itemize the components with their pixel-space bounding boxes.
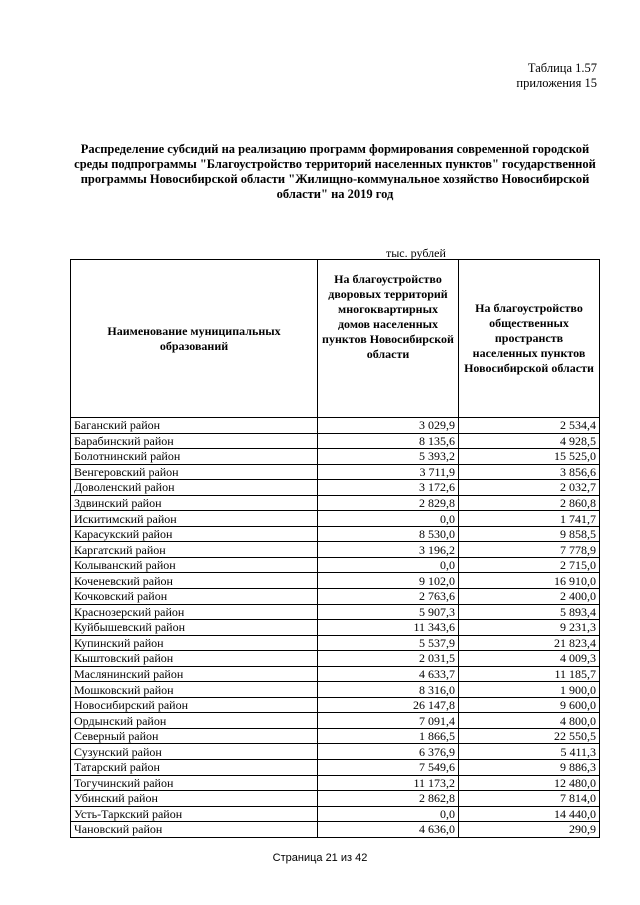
cell-municipality: Венгеровский район: [71, 464, 318, 480]
cell-yard-territories: 2 031,5: [318, 651, 459, 667]
cell-municipality: Искитимский район: [71, 511, 318, 527]
table-row: [71, 557, 600, 573]
cell-public-spaces: 9 858,5: [459, 526, 600, 542]
table-row: [71, 604, 600, 620]
cell-municipality: Куйбышевский район: [71, 620, 318, 636]
cell-public-spaces: 7 814,0: [459, 791, 600, 807]
cell-yard-territories: 0,0: [318, 557, 459, 573]
cell-yard-territories: 11 343,6: [318, 620, 459, 636]
cell-public-spaces: 2 400,0: [459, 589, 600, 605]
cell-yard-territories: 9 102,0: [318, 573, 459, 589]
cell-public-spaces: 4 009,3: [459, 651, 600, 667]
column-header-yard-territories: На благоустройство дворовых территорий многоквартирных домов населенных пунктов Новосибирской области: [318, 260, 459, 418]
column-header-municipality: Наименование муниципальных образований: [71, 260, 318, 418]
table-row: [71, 526, 600, 542]
cell-yard-territories: 1 866,5: [318, 728, 459, 744]
cell-public-spaces: 1 741,7: [459, 511, 600, 527]
cell-public-spaces: 12 480,0: [459, 775, 600, 791]
cell-public-spaces: 5 893,4: [459, 604, 600, 620]
table-row: [71, 682, 600, 698]
cell-public-spaces: 290,9: [459, 822, 600, 838]
cell-municipality: Карасукский район: [71, 526, 318, 542]
table-row: [71, 620, 600, 636]
table-row: [71, 697, 600, 713]
cell-yard-territories: 5 537,9: [318, 635, 459, 651]
cell-public-spaces: 2 860,8: [459, 495, 600, 511]
cell-public-spaces: 22 550,5: [459, 728, 600, 744]
table-row: [71, 760, 600, 776]
cell-public-spaces: 21 823,4: [459, 635, 600, 651]
table-row: [71, 511, 600, 527]
table-row: [71, 433, 600, 449]
table-row: [71, 589, 600, 605]
cell-municipality: Татарский район: [71, 760, 318, 776]
cell-yard-territories: 7 549,6: [318, 760, 459, 776]
table-row: [71, 744, 600, 760]
table-row: [71, 775, 600, 791]
table-body: [71, 418, 600, 838]
cell-municipality: Кыштовский район: [71, 651, 318, 667]
table-row: [71, 728, 600, 744]
cell-yard-territories: 8 530,0: [318, 526, 459, 542]
cell-yard-territories: 26 147,8: [318, 697, 459, 713]
table-row: [71, 418, 600, 434]
cell-yard-territories: 7 091,4: [318, 713, 459, 729]
table-reference: [516, 61, 597, 91]
cell-municipality: Баганский район: [71, 418, 318, 434]
table-row: [71, 635, 600, 651]
cell-public-spaces: 2 534,4: [459, 418, 600, 434]
table-row: [71, 651, 600, 667]
cell-municipality: Доволенский район: [71, 480, 318, 496]
cell-municipality: Убинский район: [71, 791, 318, 807]
cell-yard-territories: 4 633,7: [318, 666, 459, 682]
cell-municipality: Маслянинский район: [71, 666, 318, 682]
cell-public-spaces: 3 856,6: [459, 464, 600, 480]
table-row: [71, 480, 600, 496]
cell-municipality: Кочковский район: [71, 589, 318, 605]
cell-yard-territories: 2 763,6: [318, 589, 459, 605]
table-row: [71, 449, 600, 465]
cell-yard-territories: 2 862,8: [318, 791, 459, 807]
cell-municipality: Колыванский район: [71, 557, 318, 573]
cell-municipality: Усть-Таркский район: [71, 806, 318, 822]
cell-yard-territories: 3 029,9: [318, 418, 459, 434]
appendix-number: приложения 15: [516, 76, 597, 90]
table-number: Таблица 1.57: [527, 61, 597, 75]
subsidy-table: [70, 259, 600, 838]
cell-yard-territories: 3 196,2: [318, 542, 459, 558]
cell-municipality: Коченевский район: [71, 573, 318, 589]
cell-yard-territories: 8 316,0: [318, 682, 459, 698]
table-row: [71, 495, 600, 511]
cell-public-spaces: 2 032,7: [459, 480, 600, 496]
cell-yard-territories: 8 135,6: [318, 433, 459, 449]
cell-municipality: Тогучинский район: [71, 775, 318, 791]
cell-municipality: Новосибирский район: [71, 697, 318, 713]
cell-public-spaces: 14 440,0: [459, 806, 600, 822]
cell-yard-territories: 11 173,2: [318, 775, 459, 791]
cell-public-spaces: 15 525,0: [459, 449, 600, 465]
cell-public-spaces: 11 185,7: [459, 666, 600, 682]
cell-public-spaces: 1 900,0: [459, 682, 600, 698]
cell-municipality: Барабинский район: [71, 433, 318, 449]
cell-public-spaces: 5 411,3: [459, 744, 600, 760]
cell-yard-territories: 6 376,9: [318, 744, 459, 760]
cell-yard-territories: 3 172,6: [318, 480, 459, 496]
page-footer: Страница 21 из 42: [272, 852, 368, 864]
cell-municipality: Купинский район: [71, 635, 318, 651]
cell-public-spaces: 4 800,0: [459, 713, 600, 729]
cell-public-spaces: 4 928,5: [459, 433, 600, 449]
cell-yard-territories: 5 393,2: [318, 449, 459, 465]
units-label: тыс. рублей: [386, 246, 446, 260]
table-row: [71, 666, 600, 682]
cell-public-spaces: 16 910,0: [459, 573, 600, 589]
cell-yard-territories: 2 829,8: [318, 495, 459, 511]
cell-municipality: Северный район: [71, 728, 318, 744]
cell-yard-territories: 0,0: [318, 511, 459, 527]
table-row: [71, 573, 600, 589]
table-row: [71, 713, 600, 729]
cell-municipality: Сузунский район: [71, 744, 318, 760]
cell-yard-territories: 3 711,9: [318, 464, 459, 480]
cell-municipality: Ордынский район: [71, 713, 318, 729]
cell-municipality: Мошковский район: [71, 682, 318, 698]
table-header-row: [71, 260, 600, 418]
cell-public-spaces: 9 231,3: [459, 620, 600, 636]
column-header-public-spaces: На благоустройство общественных пространств населенных пунктов Новосибирской области: [459, 260, 600, 418]
cell-yard-territories: 5 907,3: [318, 604, 459, 620]
cell-yard-territories: 0,0: [318, 806, 459, 822]
cell-municipality: Чановский район: [71, 822, 318, 838]
cell-municipality: Краснозерский район: [71, 604, 318, 620]
cell-public-spaces: 7 778,9: [459, 542, 600, 558]
table-row: [71, 822, 600, 838]
cell-municipality: Болотнинский район: [71, 449, 318, 465]
cell-yard-territories: 4 636,0: [318, 822, 459, 838]
table-row: [71, 806, 600, 822]
table-row: [71, 464, 600, 480]
document-title: Распределение субсидий на реализацию программ формирования современной городской среды подпрограммы "Благоустройство территорий населенных пунктов" государственной программы Новосибирской области "Жилищно-коммунальное хозяйство Новосибирской области" на 2019 год: [74, 142, 596, 201]
table-row: [71, 791, 600, 807]
cell-public-spaces: 9 600,0: [459, 697, 600, 713]
cell-municipality: Каргатский район: [71, 542, 318, 558]
cell-public-spaces: 2 715,0: [459, 557, 600, 573]
cell-municipality: Здвинский район: [71, 495, 318, 511]
cell-public-spaces: 9 886,3: [459, 760, 600, 776]
table-row: [71, 542, 600, 558]
